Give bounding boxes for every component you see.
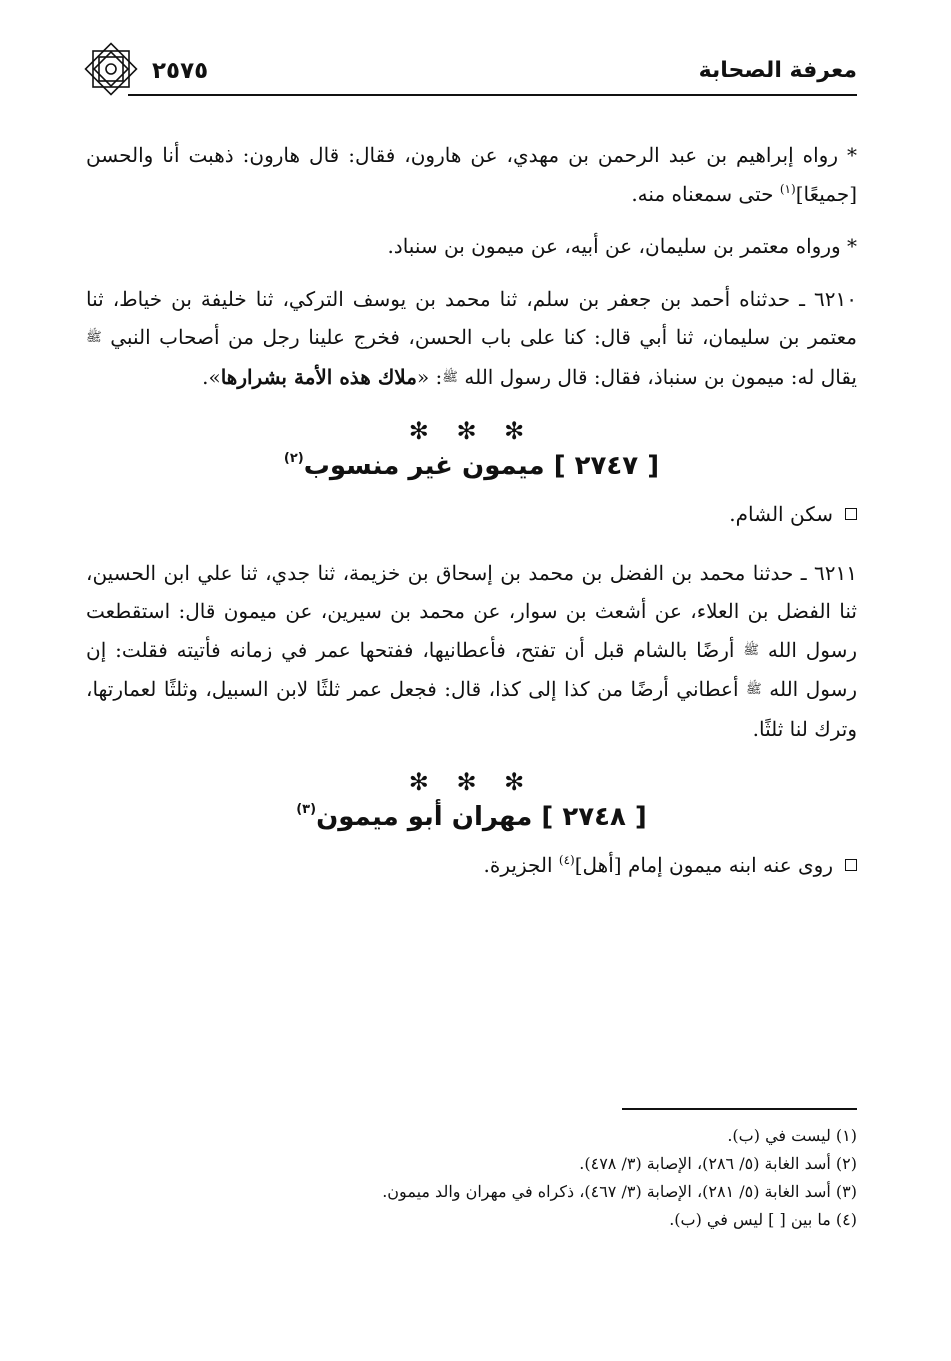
section-separator: ✻ ✻ ✻ — [408, 768, 535, 796]
footnotes — [86, 1108, 857, 1234]
footnote-ref: (١) — [779, 181, 796, 196]
narration-text: * ورواه معتمر بن سليمان، عن أبيه، عن ميمون بن سنباد. — [387, 234, 857, 258]
header-rule — [128, 94, 857, 96]
salutation-glyph: ﷺ — [746, 682, 762, 697]
footnote-item: (٣) أسد الغابة (٥/ ٢٨١)، الإصابة (٣/ ٤٦٧)، ذكراه في مهران والد ميمون. — [382, 1182, 857, 1201]
entry-heading-2747 — [86, 451, 857, 481]
main-text — [86, 136, 857, 885]
ornament-star-icon — [80, 38, 142, 100]
entry-number: ٢٧٤٨ — [562, 802, 626, 832]
hadith-text: يقال له: ميمون بن سنباذ، فقال: قال رسول الله — [458, 364, 857, 389]
footnote-item: (١) ليست في (ب). — [727, 1126, 857, 1145]
entry-number: ٢٧٤٧ — [574, 451, 639, 481]
hadith-text: أرضًا بالشام قبل أن تفتح، فأعطانيها، ففتحها عمر في زمانه فأتيته فقلت: إن رسول الله — [86, 637, 857, 701]
bracket: ] — [553, 451, 566, 481]
narration-text: حتى سمعناه منه. — [631, 181, 780, 206]
hadith-text: ٦٢١١ ـ حدثنا محمد بن الفضل بن محمد بن إسحاق بن خزيمة، ثنا جدي، ثنا علي ابن الحسين، ثنا الفضل بن العلاء، عن أشعث بن سوار، عن محمد بن سيرين، عن ميمون قال: استقطعت رسول الله — [86, 560, 858, 662]
square-bullet-icon — [845, 508, 857, 520]
bracket: [ — [647, 451, 660, 481]
entry-bio — [86, 846, 857, 885]
page-header — [80, 50, 857, 96]
hadith-6210 — [86, 280, 857, 398]
hadith-text: ٦٢١٠ ـ حدثناه أحمد بن جعفر بن سلم، ثنا محمد بن يوسف التركي، ثنا خليفة بن خياط، ثنا معتمر بن سليمان، ثنا أبي قال: كنا على باب الحسن، فخرج علينا رجل من أصحاب النبي — [86, 286, 857, 349]
bio-text: الجزيرة. — [483, 853, 559, 877]
running-title: معرفة الصحابة — [698, 58, 857, 83]
bio-text: روى عنه ابنه ميمون إمام [أهل] — [574, 853, 833, 877]
entry-name: مهران أبو ميمون — [316, 802, 533, 832]
footnote-ref: (٤) — [558, 853, 575, 867]
footnote-rule — [622, 1108, 857, 1110]
entry-bio — [86, 495, 857, 534]
footnote-ref: (٣) — [296, 802, 317, 817]
footnote-item: (٤) ما بين [ ] ليس في (ب). — [669, 1210, 857, 1229]
hadith-6211 — [86, 554, 857, 749]
bracket: ] — [541, 802, 554, 832]
section-separator: ✻ ✻ ✻ — [408, 417, 535, 445]
hadith-text: : « — [416, 364, 443, 389]
bio-text: سكن الشام. — [729, 502, 833, 526]
salutation-glyph: ﷺ — [442, 369, 459, 385]
hadith-text: ». — [202, 364, 221, 389]
footnote-ref: (٢) — [283, 451, 304, 466]
hadith-quote: ملاك هذه الأمة بشرارها — [220, 364, 417, 389]
square-bullet-icon — [845, 859, 857, 871]
salutation-glyph: ﷺ — [743, 642, 760, 658]
hadith-text: أعطاني أرضًا من كذا إلى كذا، قال: فجعل عمر ثلثًا لابن السبيل، وثلثًا لعمارتها، وترك لنا ثلثًا. — [86, 677, 857, 741]
narration-text: * رواه إبراهيم بن عبد الرحمن بن مهدي، عن هارون، فقال: قال هارون: ذهبت أنا والحسن [جميعًا] — [86, 143, 857, 206]
page-number: ٢٥٧٥ — [152, 58, 209, 84]
narration-paragraph — [86, 136, 857, 213]
salutation-glyph: ﷺ — [86, 330, 102, 345]
entry-heading-2748 — [86, 802, 857, 832]
footnote-item: (٢) أسد الغابة (٥/ ٢٨٦)، الإصابة (٣/ ٤٧٨). — [579, 1154, 857, 1173]
entry-name: ميمون غير منسوب — [303, 451, 545, 481]
narration-paragraph — [86, 227, 857, 266]
bracket: [ — [634, 802, 647, 832]
